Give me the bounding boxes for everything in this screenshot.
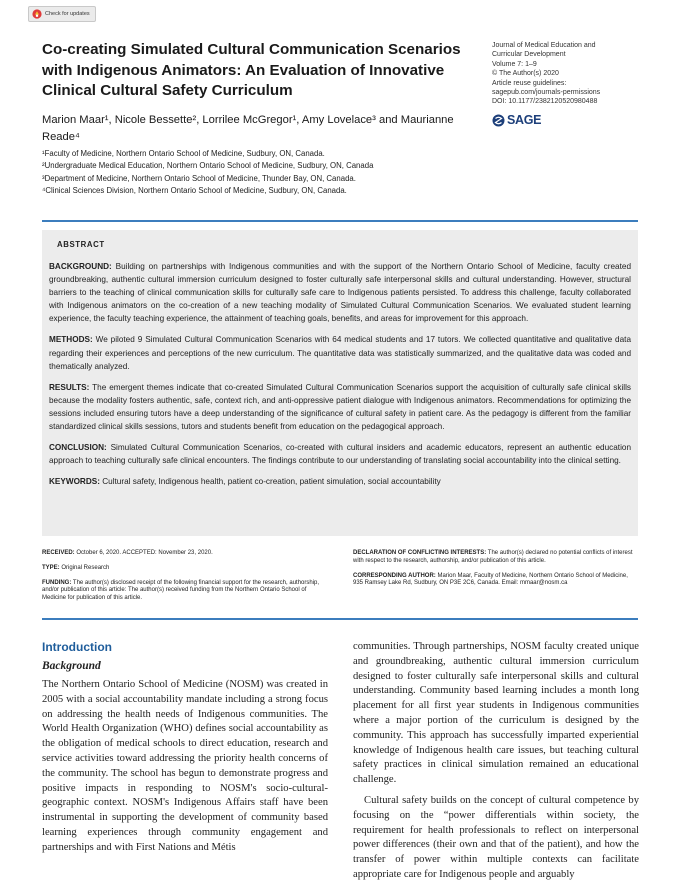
check-for-updates-label: Check for updates <box>45 11 90 17</box>
received-dates <box>42 550 332 558</box>
abstract-box <box>42 230 638 536</box>
meta-label: CORRESPONDING AUTHOR: <box>353 572 436 579</box>
abstract-label: METHODS: <box>49 335 93 345</box>
keywords-text: Cultural safety, Indigenous health, patient co-creation, patient simulation, social accountability <box>102 477 441 487</box>
abstract-methods <box>49 333 631 372</box>
article-type <box>42 565 332 573</box>
corresponding-author <box>353 573 637 589</box>
affiliation-list <box>42 148 482 197</box>
sage-emblem-icon <box>492 114 505 127</box>
abstract-text: Simulated Cultural Communication Scenarios, co-created with cultural insiders and academic educators, represent an authentic education approach to teaching culturally safe clinical encounters. The findings contribute to our understanding of translating social accountability into the clinical setting. <box>49 443 631 466</box>
abstract-text: We piloted 9 Simulated Cultural Communication Scenarios with 64 medical students and 17 tutors. We collected quantitative and qualitative data regarding their experiences and perceptions of the new curriculum. The quantitative data was statistically summarized, and the qualitative data was coded and thematically analyzed. <box>49 335 631 371</box>
article-meta-right <box>353 550 637 595</box>
body-paragraph: Cultural safety builds on the concept of cultural competence by focusing on the “power differentials within society, the requirement for health professionals to reflect on interpersonal power differences (their own and that of the patient), and how the transfer of power within multiple contexts can facilitate appropriate care for Indigenous people and arguably <box>353 794 639 880</box>
affiliation-line: ¹Faculty of Medicine, Northern Ontario School of Medicine, Sudbury, ON, Canada. <box>42 149 325 158</box>
abstract-label: BACKGROUND: <box>49 262 112 271</box>
article-title: Co-creating Simulated Cultural Communication Scenarios with Indigenous Animators: An Evaluation of Innovative Clinical Cultural Safety Curriculum <box>42 41 461 99</box>
abstract-background <box>49 260 631 325</box>
section-heading: Introduction <box>42 640 112 654</box>
funding-statement <box>42 580 332 603</box>
body-column-left <box>42 640 328 856</box>
affiliation-line: ²Undergraduate Medical Education, Northern Ontario School of Medicine, Sudbury, ON, Canada <box>42 161 374 171</box>
permissions-link[interactable]: sagepub.com/journals-permissions <box>492 89 601 97</box>
author-list: Marion Maar¹, Nicole Bessette², Lorrilee McGregor¹, Amy Lovelace³ and Maurianne Reade⁴ <box>42 114 454 143</box>
doi-link[interactable]: DOI: 10.1177/2382120520980488 <box>492 98 598 106</box>
meta-text: Original Research <box>61 564 110 571</box>
abstract-results <box>49 381 631 433</box>
sage-logo <box>492 113 541 127</box>
meta-text: The author(s) declared no potential conflicts of interest with respect to the research, authorship, and/or publication of this article. <box>353 550 633 564</box>
journal-name: Curricular Development <box>492 51 566 59</box>
abstract-conclusion <box>49 441 631 467</box>
abstract-heading: ABSTRACT <box>57 240 105 249</box>
meta-text: The author(s) disclosed receipt of the following financial support for the research, authorship, and/or publication of this article: The author(s) received funding from the Northern Ontario School of Medicine for publication of this article. <box>42 579 320 602</box>
meta-label: RECEIVED: <box>42 550 75 556</box>
journal-masthead <box>492 41 632 107</box>
section-divider <box>42 220 638 222</box>
copyright-line: © The Author(s) 2020 <box>492 70 559 78</box>
affiliation-line: ⁴Clinical Sciences Division, Northern Ontario School of Medicine, Sudbury, ON, Canada. <box>42 185 347 195</box>
journal-name: Journal of Medical Education and <box>492 42 596 49</box>
article-meta-left <box>42 550 332 610</box>
abstract-text: The emergent themes indicate that co-created Simulated Cultural Communication Scenarios support the acquisition of culturally safe clinical skills because the modality fosters authentic, safe, context rich, and anti-oppressive patient dialogue with Indigenous animators. Recommendations for optimizing the sessions included ensuring tutors have a deep understanding of the significance of cultural safety in patient care. As the pedagogy is different from the familiar standardized clinical skills sessions, tutors and students benefit from education on the pedagogical approach. <box>49 382 631 432</box>
meta-text: October 6, 2020. ACCEPTED: November 23, 2020. <box>76 550 213 556</box>
meta-label: DECLARATION OF CONFLICTING INTERESTS: <box>353 550 487 556</box>
subsection-heading: Background <box>42 660 101 672</box>
body-column-right <box>353 640 639 880</box>
abstract-label: RESULTS: <box>49 382 90 392</box>
affiliation-line: ³Department of Medicine, Northern Ontario School of Medicine, Thunder Bay, ON, Canada. <box>42 173 356 183</box>
abstract-text: Building on partnerships with Indigenous communities and with the support of the Northern Ontario School of Medicine, faculty created groundbreaking, authentic cultural immersion curriculum designed to foster culturally safe interpersonal skills and cultural understanding. However, structural barriers to the teaching of clinical communication skills for culturally safe care to Indigenous patients persisted. To address this challenge, faculty collaborated with Indigenous animators on the co-creation of a new teaching modality of Simulated Cultural Communication Scenarios. We evaluated student learning experience, the faculty teaching experience, the attainment of teaching goals, benefits, and areas for improvement for this approach. <box>49 262 631 324</box>
conflict-statement <box>353 550 637 566</box>
meta-label: FUNDING: <box>42 579 72 586</box>
meta-text: Marion Maar, Faculty of Medicine, Northern Ontario School of Medicine, 935 Ramsey Lake Rd, Sudbury, ON P3E 2C6, Canada. Email: mmaar@nosm.ca <box>353 572 628 587</box>
body-paragraph: The Northern Ontario School of Medicine (NOSM) was created in 2005 with a social accountability mandate including a strong focus on addressing the health needs of Indigenous communities. The World Health Organization (WHO) defines social accountability as the obligation of medical schools to direct education, research and service activities toward addressing the priority health concerns of the community. The school has begun to demonstrate progress and positive impacts in responding to NOSM's socio-cultural-geographic context. NOSM's Indigenous Affairs staff have been instrumental in supporting the development of community based learning experiences through community engagement and partnerships and with First Nations and Métis <box>42 679 328 853</box>
journal-volume: Volume 7: 1–9 <box>492 60 537 68</box>
abstract-label: CONCLUSION: <box>49 443 107 453</box>
body-paragraph: communities. Through partnerships, NOSM faculty created unique and groundbreaking, authentic cultural immersion curriculum designed to foster culturally safe interpersonal skills and cultural understanding. Community based learning includes a month long placement for all first year students in Indigenous communities where a major portion of the curriculum is designed by the community. This approach has successfully imparted experiential knowledge of Indigenous health care issues, but teaching cultural safety practices in clinical simulation remained an educational challenge. <box>353 641 639 786</box>
section-divider <box>42 618 638 620</box>
abstract-label: KEYWORDS: <box>49 477 100 487</box>
meta-label: TYPE: <box>42 564 60 571</box>
crossmark-icon <box>32 9 42 19</box>
reuse-guidelines-label: Article reuse guidelines: <box>492 79 567 87</box>
abstract-keywords <box>49 475 631 488</box>
sage-wordmark: SAGE <box>507 113 542 127</box>
check-for-updates-button[interactable] <box>28 6 96 22</box>
